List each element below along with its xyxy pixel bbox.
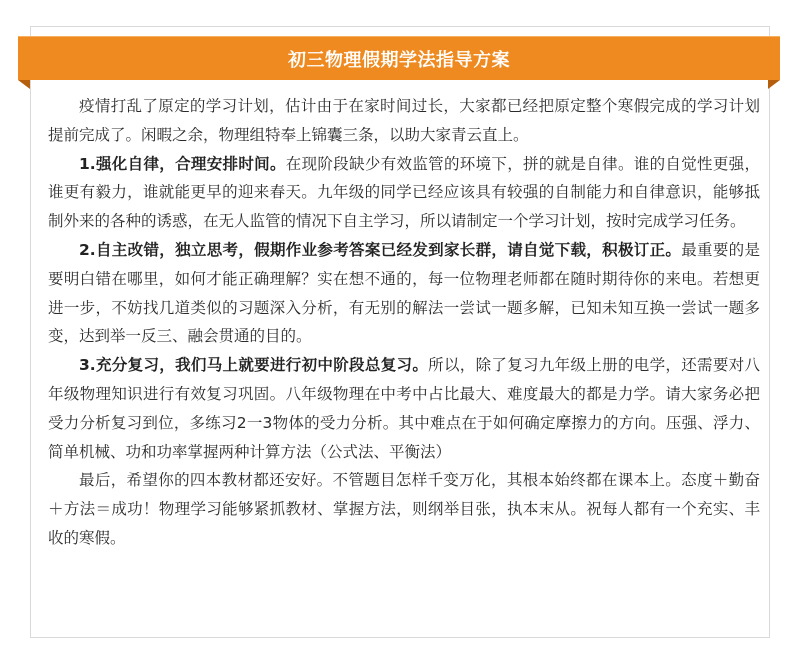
title-banner	[18, 36, 780, 80]
paragraph-lead: 3.充分复习，我们马上就要进行初中阶段总复习。	[79, 356, 429, 375]
paragraph-text: 最重要的是要明白错在哪里，如何才能正确理解？实在想不通的，每一位物理老师都在随时期待你的来电。若想更进一步，不妨找几道类似的习题深入分析，有无别的解法一尝试一题多解，已知未知互换一尝试一题多变，达到举一反三、融会贯通的目的。	[48, 240, 760, 346]
page-title: 初三物理假期学法指导方案	[288, 50, 510, 71]
paragraph-intro	[48, 92, 760, 150]
paragraph-tip-1	[48, 150, 760, 236]
paragraph-lead: 2.自主改错，独立思考，假期作业参考答案已经发到家长群，请自觉下载，积极订正。	[79, 240, 682, 259]
paragraph-text: 疫情打乱了原定的学习计划，估计由于在家时间过长，大家都已经把原定整个寒假完成的学习计划提前完成了。闲暇之余，物理组特奉上锦囊三条，以助大家青云直上。	[48, 97, 760, 144]
paragraph-closing	[48, 466, 760, 552]
paragraph-tip-2	[48, 236, 760, 351]
paragraph-text: 最后，希望你的四本教材都还安好。不管题目怎样千变万化，其根本始终都在课本上。态度＋勤奋＋方法＝成功！物理学习能够紧抓教材、掌握方法，则纲举目张，执本末从。祝每人都有一个充实、丰收的寒假。	[48, 471, 760, 547]
banner-fold-right	[768, 80, 780, 89]
paragraph-tip-3	[48, 351, 760, 466]
article-body	[48, 92, 760, 553]
paragraph-text: 在现阶段缺少有效监管的环境下，拼的就是自律。谁的自觉性更强，谁更有毅力，谁就能更早的迎来春天。九年级的同学已经应该具有较强的自制能力和自律意识，能够抵制外来的各种的诱惑，在无人监管的情况下自主学习，所以请制定一个学习计划，按时完成学习任务。	[48, 154, 760, 231]
banner-fold-left	[18, 80, 30, 89]
paragraph-text: 所以，除了复习九年级上册的电学，还需要对八年级物理知识进行有效复习巩固。八年级物理在中考中占比最大、难度最大的都是力学。请大家务必把受力分析复习到位，多练习2一3物体的受力分析。其中难点在于如何确定摩擦力的方向。压强、浮力、简单机械、功和功率掌握两种计算方法（公式法、平衡法）	[48, 356, 760, 461]
paragraph-lead: 1.强化自律，合理安排时间。	[79, 154, 286, 173]
